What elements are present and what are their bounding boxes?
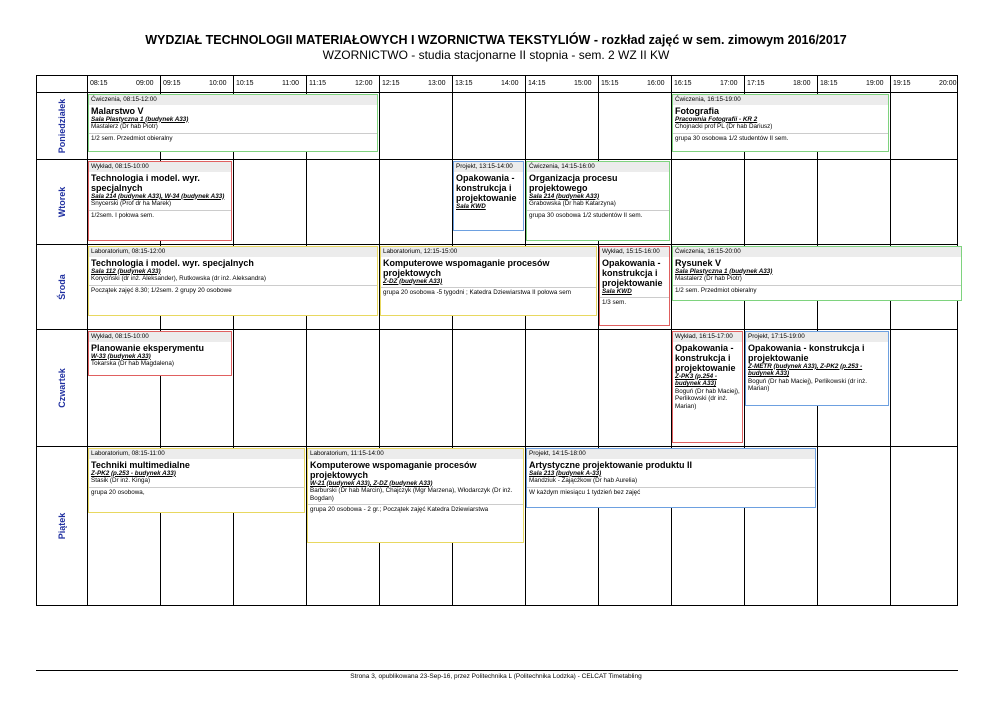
class-event[interactable]	[526, 448, 816, 508]
event-name: Technologia i model. wyr. specjalnych	[91, 172, 200, 193]
time-label: 09:00	[136, 80, 154, 87]
time-label: 19:15	[893, 80, 911, 87]
page-title: WYDZIAŁ TECHNOLOGII MATERIAŁOWYCH I WZORNICTWA TEKSTYLIÓW - rozkład zajęć w sem. zimowym 2016/2017	[145, 33, 847, 47]
event-room: Sala 214 (budynek A33)	[529, 192, 600, 200]
time-label: 11:00	[282, 80, 299, 87]
class-event[interactable]	[453, 161, 524, 231]
event-staff: Tokarska (Dr hab Magdalena)	[91, 360, 174, 368]
event-name: Komputerowe wspomaganie procesów projektowych	[310, 459, 477, 480]
event-type: Ćwiczenia, 14:15-16:00	[527, 162, 669, 172]
event-name: Opakowania - konstrukcja i projektowanie	[748, 342, 865, 363]
event-type: Ćwiczenia, 08:15-12:00	[89, 95, 377, 105]
event-type: Projekt, 14:15-18:00	[527, 449, 815, 459]
time-label: 16:15	[674, 80, 692, 87]
time-label: 17:15	[747, 80, 765, 87]
event-room: Sala 214 (budynek A33), W-34 (budynek A33)	[91, 192, 225, 200]
event-type: Projekt, 13:15-14:00	[454, 162, 523, 172]
class-event[interactable]	[88, 448, 305, 513]
day-label-cell	[37, 244, 87, 329]
event-note: 1/2sem. I połowa sem.	[89, 210, 231, 221]
event-staff: Koryciński (dr inż. Aleksander), Rutkowska (dr inż. Aleksandra)	[91, 275, 266, 283]
event-staff: Boguń (Dr hab Maciej), Perlikowski (dr inż. Marian)	[675, 387, 740, 410]
event-staff: Mastalerz (Dr hab Piotr)	[675, 275, 742, 283]
event-note: Początek zajęć 8.30; 1/2sem. 2 grupy 20 osobowe	[89, 285, 377, 296]
class-event[interactable]	[526, 161, 670, 241]
event-name: Opakowania - konstrukcja i projektowanie	[675, 342, 736, 373]
class-event[interactable]	[745, 331, 889, 406]
class-event[interactable]	[672, 331, 743, 443]
event-note: W każdym miesiącu 1 tydzień bez zajęć	[527, 487, 815, 498]
event-type: Projekt, 17:15-19:00	[746, 332, 888, 342]
event-staff: Mandziuk - Zającżkow (Dr hab Aurelia)	[529, 477, 638, 485]
event-staff: Snycerski (Prof dr ha Marek)	[91, 200, 172, 208]
grid-column-line	[598, 76, 599, 605]
event-staff: Boguń (Dr hab Maciej), Perlikowski (dr inż. Marian)	[748, 377, 867, 393]
event-name: Technologia i model. wyr. specjalnych	[91, 257, 254, 268]
event-name: Planowanie eksperymentu	[91, 342, 205, 353]
day-label: Środa	[57, 273, 67, 300]
day-label-cell	[37, 92, 87, 159]
day-label: Poniedziałek	[57, 98, 67, 153]
time-label: 18:15	[820, 80, 838, 87]
grid-row-line	[37, 159, 957, 160]
event-room: Z-DZ (budynek A33)	[383, 277, 443, 285]
event-type: Wykład, 15:15-16:00	[600, 247, 669, 257]
event-room: Pracownia Fotografii - KR 2	[675, 115, 758, 123]
event-name: Malarstwo V	[91, 105, 144, 116]
class-event[interactable]	[88, 246, 378, 316]
time-label: 08:15	[90, 80, 108, 87]
event-note: grupa 20 osobowa -5 tygodni ; Katedra Dziewiarstwa II połowa sem	[381, 287, 596, 298]
event-type: Wykład, 08:15-10:00	[89, 332, 231, 342]
event-note: grupa 20 osobowa,	[89, 487, 304, 498]
event-name: Artystyczne projektowanie produktu II	[529, 459, 693, 470]
time-label: 20:00	[939, 80, 957, 87]
event-note: 1/2 sem. Przedmiot obieralny	[89, 133, 377, 144]
event-note: 1/2 sem. Przedmiot obieralny	[673, 285, 961, 296]
event-type: Ćwiczenia, 16:15-20:00	[673, 247, 961, 257]
day-label-cell	[37, 329, 87, 446]
event-room: Z-METR (budynek A33), Z-PK2 (p.253 - budynek A33)	[748, 362, 863, 378]
event-staff: Barburski (Dr hab Marcin), Chajczyk (Mgr Marzena), Włodarczyk (Dr inż. Bogdan)	[310, 487, 513, 502]
grid-column-line	[525, 76, 526, 605]
event-name: Techniki multimedialne	[91, 459, 190, 470]
page-subtitle: WZORNICTWO - studia stacjonarne II stopnia - sem. 2 WZ II KW	[322, 48, 670, 62]
event-name: Opakowania - konstrukcja i projektowanie	[602, 257, 663, 288]
event-name: Rysunek V	[675, 257, 722, 268]
time-label: 14:00	[501, 80, 519, 87]
event-room: Z-PK2 (p.253 - budynek A33)	[91, 469, 176, 477]
class-event[interactable]	[599, 246, 670, 326]
event-room: Z-PK3 (p.254 - budynek A33)	[675, 372, 717, 388]
event-staff: Chojnacki prof PL (Dr hab Dariusz)	[675, 123, 773, 131]
event-name: Fotografia	[675, 105, 719, 116]
event-type: Laboratorium, 08:15-11:00	[89, 449, 304, 459]
event-name: Opakowania - konstrukcja i projektowanie	[456, 172, 517, 203]
event-type: Laboratorium, 12:15-15:00	[381, 247, 596, 257]
event-type: Ćwiczenia, 16:15-19:00	[673, 95, 888, 105]
class-event[interactable]	[307, 448, 524, 543]
time-label: 17:00	[720, 80, 738, 87]
event-staff: Mastalerz (Dr hab Piotr)	[91, 123, 158, 131]
time-label: 15:15	[601, 80, 619, 87]
event-room: Sala 112 (budynek A33)	[91, 267, 161, 275]
time-label: 13:15	[455, 80, 473, 87]
time-label: 16:00	[647, 80, 665, 87]
time-header	[37, 76, 957, 92]
time-label: 18:00	[793, 80, 811, 87]
event-note: 1/3 sem.	[600, 297, 669, 308]
time-label: 12:15	[382, 80, 400, 87]
grid-column-line	[890, 76, 891, 605]
event-room: Sala Plastyczna 1 (budynek A33)	[675, 267, 773, 275]
event-staff: Stasik (Dr inż. Kinga)	[91, 477, 151, 485]
time-label: 12:00	[355, 80, 373, 87]
event-type: Wykład, 16:15-17:00	[673, 332, 742, 342]
class-event[interactable]	[88, 161, 232, 241]
grid-column-line	[233, 76, 234, 605]
day-label: Piątek	[57, 512, 67, 540]
day-label-cell	[37, 446, 87, 606]
timetable-grid	[36, 75, 958, 606]
day-label: Czwartek	[57, 367, 67, 408]
event-room: Sala 213 (budynek A-33)	[529, 469, 602, 477]
event-name: Komputerowe wspomaganie procesów projektowych	[383, 257, 550, 278]
grid-row-line	[37, 92, 957, 93]
time-label: 10:15	[236, 80, 254, 87]
event-room: W-33 (budynek A33)	[91, 352, 151, 360]
event-room: Sala Plastyczna 1 (budynek A33)	[91, 115, 189, 123]
grid-row-line	[37, 329, 957, 330]
footer-divider	[36, 670, 958, 671]
time-label: 10:00	[209, 80, 227, 87]
time-label: 14:15	[528, 80, 546, 87]
event-type: Laboratorium, 11:15-14:00	[308, 449, 523, 459]
time-label: 15:00	[574, 80, 592, 87]
day-label: Wtorek	[57, 186, 67, 217]
day-label-cell	[37, 159, 87, 244]
event-note: grupa 20 osobowa - 2 gr.; Początek zajęć Katedra Dziewiarstwa	[308, 504, 523, 515]
event-note: grupa 30 osobowa 1/2 studentów II sem.	[527, 210, 669, 221]
event-room: Sala KWD	[456, 202, 486, 210]
class-event[interactable]	[88, 331, 232, 376]
event-staff: Grabowska (Dr hab Katarzyna)	[529, 200, 616, 208]
event-room: Sala KWD	[602, 287, 632, 295]
class-event[interactable]	[672, 94, 889, 152]
event-room: W-21 (budynek A33), Z-DZ (budynek A33)	[310, 479, 433, 487]
event-note: grupa 30 osobowa 1/2 studentów II sem.	[673, 133, 888, 144]
grid-row-line	[37, 446, 957, 447]
event-type: Laboratorium, 08:15-12:00	[89, 247, 377, 257]
class-event[interactable]	[672, 246, 962, 301]
footer-text: Strona 3, opublikowana 23-Sep-16, przez Politechnika L (Politechnika Lodzka) - CELCAT Timetabling	[350, 673, 642, 680]
time-label: 19:00	[866, 80, 884, 87]
grid-row-line	[37, 244, 957, 245]
time-label: 09:15	[163, 80, 181, 87]
time-label: 11:15	[309, 80, 326, 87]
time-label: 13:00	[428, 80, 446, 87]
class-event[interactable]	[380, 246, 597, 316]
class-event[interactable]	[88, 94, 378, 152]
event-type: Wykład, 08:15-10:00	[89, 162, 231, 172]
event-name: Organizacja procesu projektowego	[529, 172, 618, 193]
